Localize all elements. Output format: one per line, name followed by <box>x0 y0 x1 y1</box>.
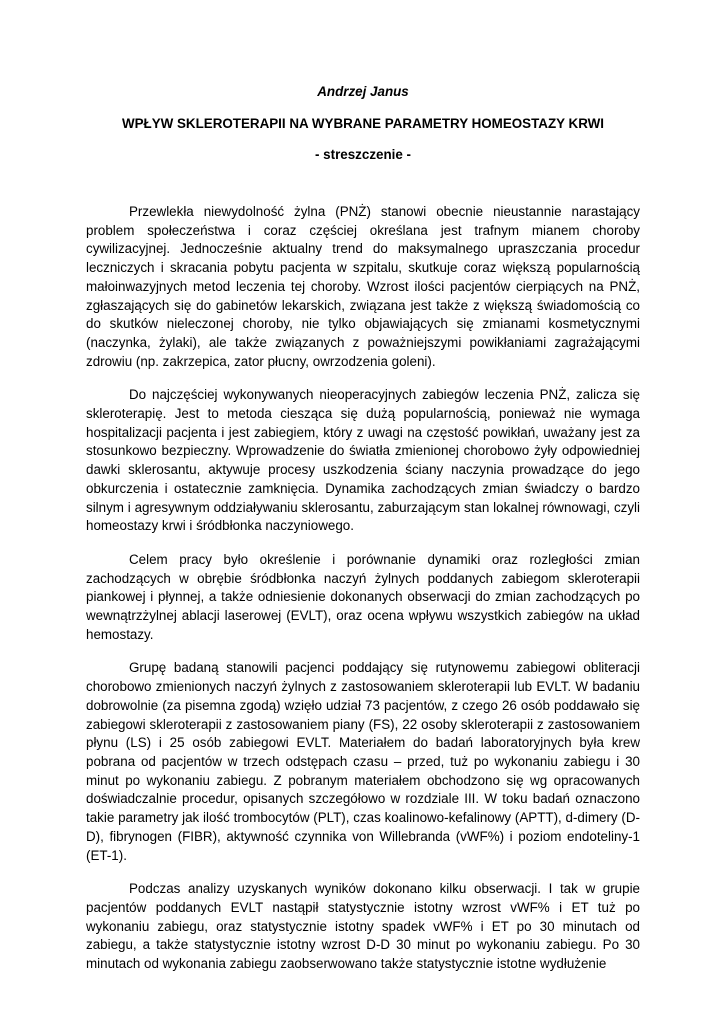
paragraph: Do najczęściej wykonywanych nieoperacyjnych zabiegów leczenia PNŻ, zalicza się skleroterapię. Jest to metoda ciesząca się dużą popularnością, ponieważ nie wymaga hospitalizacji pacjenta i jest zabiegiem, który z uwagi na częstość powikłań, uważany jest za stosunkowo bezpieczny. Wprowadzenie do światła zmienionej chorobowo żyły odpowiedniej dawki sklerosantu, aktywuje procesy uszkodzenia ściany naczynia prowadzące do jego obkurczenia i ostatecznie zamknięcia. Dynamika zachodzących zmian świadczy o bardzo silnym i agresywnym oddziaływaniu sklerosantu, zaburzającym stan lokalnej równowagi, czyli homeostazy krwi i śródbłonka naczyniowego. <box>86 387 640 534</box>
paragraph: Celem pracy było określenie i porównanie dynamiki oraz rozległości zmian zachodzących w obrębie śródbłonka naczyń żylnych poddanych zabiegom skleroterapii piankowej i płynnej, a także odniesienie dokonanych obserwacji do zmian zachodzących po wewnątrzżylnej ablacji laserowej (EVLT), oraz ocena wpływu wszystkich zabiegów na układ hemostazy. <box>86 551 640 642</box>
paragraph: Przewlekła niewydolność żylna (PNŻ) stanowi obecnie nieustannie narastający problem społeczeństwa i coraz częściej określana jest trafnym mianem choroby cywilizacyjnej. Jednocześnie aktualny trend do maksymalnego upraszczania procedur leczniczych i skracania pobytu pacjenta w szpitalu, skutkuje coraz większą popularnością małoinwazyjnych metod leczenia tej choroby. Wzrost ilości pacjentów cierpiących na PNŻ, zgłaszających się do gabinetów lekarskich, związana jest także z większą świadomością co do skutków nieleczonej choroby, nie tylko objawiających się zmianami kosmetycznymi (naczynka, żylaki), ale także związanych z poważniejszymi powikłaniami zagrażającymi zdrowiu (np. zakrzepica, zator płucny, owrzodzenia goleni). <box>86 204 640 369</box>
paragraph: Podczas analizy uzyskanych wyników dokonano kilku obserwacji. I tak w grupie pacjentów poddanych EVLT nastąpił statystycznie istotny wzrost vWF% i ET tuż po wykonaniu zabiegu, oraz statystycznie istotny spadek vWF% i ET po 30 minutach od zabiegu, a także statystycznie istotny wzrost D-D 30 minut po wykonaniu zabiegu. Po 30 minutach od wykonania zabiegu zaobserwowano także statystycznie istotne wydłużenie <box>86 881 640 972</box>
document-page <box>86 84 640 989</box>
author-name: Andrzej Janus <box>317 84 409 99</box>
document-title: WPŁYW SKLEROTERAPII NA WYBRANE PARAMETRY HOMEOSTAZY KRWI <box>121 116 605 131</box>
paragraph: Grupę badaną stanowili pacjenci poddający się rutynowemu zabiegowi obliteracji chorobowo zmienionych naczyń żylnych z zastosowaniem skleroterapii lub EVLT. W badaniu dobrowolnie (za pisemna zgodą) wzięło udział 73 pacjentów, z czego 26 osób poddawało się zabiegowi skleroterapii z zastosowaniem piany (FS), 22 osoby skleroterapii z zastosowaniem płynu (LS) i 25 osób zabiegowi EVLT. Materiałem do badań laboratoryjnych była krew pobrana od pacjentów w trzech odstępach czasu – przed, tuż po wykonaniu zabiegu i 30 minut po wykonaniu zabiegu. Z pobranym materiałem obchodzono się wg opracowanych doświadczalnie procedur, opisanych szczegółowo w rozdziale III. W toku badań oznaczono takie parametry jak ilość trombocytów (PLT), czas koalinowo-kefalinowy (APTT), d-dimery (D-D), fibrynogen (FIBR), aktywność czynnika von Willebranda (vWF%) i poziom endoteliny-1 (ET-1). <box>86 660 640 863</box>
document-subtitle: - streszczenie - <box>314 147 411 162</box>
